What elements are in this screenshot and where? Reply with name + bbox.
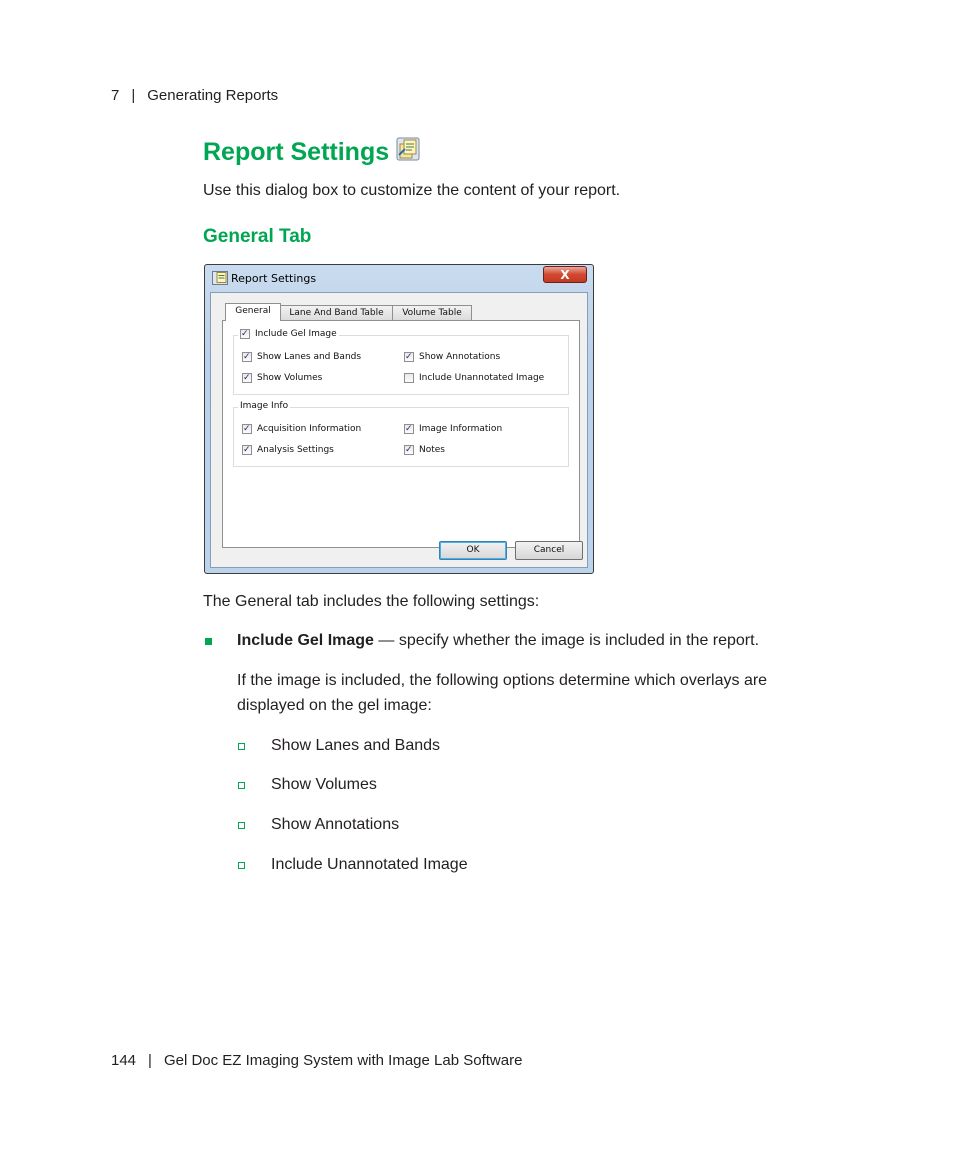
chapter-number: 7 xyxy=(111,87,120,104)
checkbox-label: Acquisition Information xyxy=(257,424,362,434)
report-settings-icon xyxy=(396,137,420,161)
checkbox-box xyxy=(242,373,252,383)
dialog-app-icon xyxy=(212,271,228,285)
report-settings-dialog xyxy=(204,264,594,574)
checkbox-box xyxy=(242,445,252,455)
checkbox-box xyxy=(404,352,414,362)
image-info-group xyxy=(233,401,569,467)
sub-bullet-item: Include Unannotated Image xyxy=(271,856,468,873)
ok-button[interactable]: OK xyxy=(439,541,507,560)
cancel-button[interactable]: Cancel xyxy=(515,541,583,560)
checkbox-label: Show Lanes and Bands xyxy=(257,352,362,362)
show-lanes-and-bands-checkbox[interactable] xyxy=(242,352,361,362)
running-header xyxy=(111,87,278,104)
tab-lane-and-band-table[interactable]: Lane And Band Table xyxy=(280,305,393,320)
checkbox-label: Show Annotations xyxy=(419,352,501,362)
section-subheading: General Tab xyxy=(203,226,312,247)
dialog-client-area xyxy=(210,292,588,568)
notes-checkbox[interactable] xyxy=(404,445,445,455)
sub-bullet-item: Show Annotations xyxy=(271,816,400,833)
hollow-bullet-icon xyxy=(238,743,245,750)
checkbox-label: Include Gel Image xyxy=(255,329,337,339)
book-title: Gel Doc EZ Imaging System with Image Lab Software xyxy=(163,1052,523,1069)
dialog-titlebar xyxy=(205,265,593,293)
checkbox-box xyxy=(240,329,250,339)
close-button[interactable]: X xyxy=(543,266,587,283)
lead-paragraph: The General tab includes the following settings: xyxy=(203,593,540,610)
checkbox-label: Notes xyxy=(419,445,445,455)
overlay-intro-line-2: displayed on the gel image: xyxy=(237,697,432,714)
bullet-term: Include Gel Image xyxy=(237,632,374,649)
bullet-item xyxy=(237,632,759,650)
analysis-settings-checkbox[interactable] xyxy=(242,445,334,455)
sub-bullet-item: Show Lanes and Bands xyxy=(271,737,441,754)
hollow-bullet-icon xyxy=(238,782,245,789)
image-information-checkbox[interactable] xyxy=(404,424,502,434)
hollow-bullet-icon xyxy=(238,822,245,829)
header-separator: | xyxy=(131,87,136,104)
bullet-text: — specify whether the image is included in the report. xyxy=(373,632,760,649)
checkbox-label: Show Volumes xyxy=(257,373,323,383)
running-footer xyxy=(111,1052,522,1069)
hollow-bullet-icon xyxy=(238,862,245,869)
checkbox-label: Image Information xyxy=(419,424,503,434)
checkbox-label: Analysis Settings xyxy=(257,445,334,455)
acquisition-information-checkbox[interactable] xyxy=(242,424,361,434)
overlay-intro-line-1: If the image is included, the following options determine which overlays are xyxy=(237,672,768,689)
footer-separator: | xyxy=(148,1052,152,1069)
sub-bullet-item: Show Volumes xyxy=(271,776,377,793)
include-gel-image-group xyxy=(233,329,569,395)
page-number: 144 xyxy=(111,1052,137,1069)
intro-paragraph: Use this dialog box to customize the content of your report. xyxy=(203,182,621,199)
tab-volume-table[interactable]: Volume Table xyxy=(392,305,472,320)
include-unannotated-image-checkbox[interactable] xyxy=(404,373,544,383)
dialog-title: Report Settings xyxy=(231,272,317,285)
page-title: Report Settings xyxy=(203,138,390,166)
include-gel-image-checkbox[interactable] xyxy=(238,329,339,339)
tab-general[interactable]: General xyxy=(225,303,281,321)
show-annotations-checkbox[interactable] xyxy=(404,352,500,362)
image-info-label: Image Info xyxy=(240,401,289,411)
checkbox-box xyxy=(404,424,414,434)
section-title: Generating Reports xyxy=(147,87,279,104)
checkbox-box xyxy=(404,373,414,383)
checkbox-box xyxy=(242,424,252,434)
checkbox-box xyxy=(404,445,414,455)
general-tab-panel xyxy=(222,320,580,548)
bullet-square-icon xyxy=(205,638,212,645)
checkbox-box xyxy=(242,352,252,362)
checkbox-label: Include Unannotated Image xyxy=(419,373,545,383)
show-volumes-checkbox[interactable] xyxy=(242,373,322,383)
